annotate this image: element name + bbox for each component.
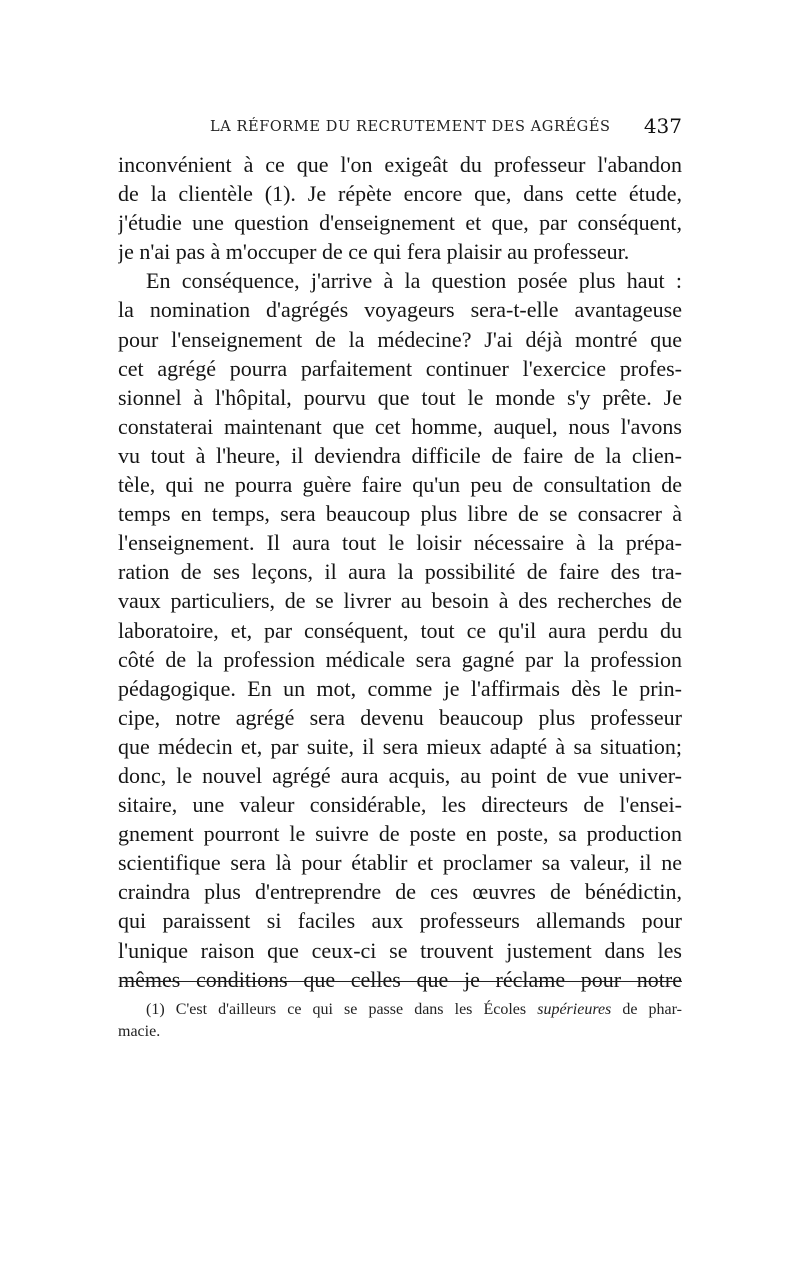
text-line: l'enseignement. Il aura tout le loisir nécessaire à la prépa- [118, 530, 682, 556]
footnote-line [118, 999, 682, 1021]
footnote-text: de phar- [611, 1001, 682, 1018]
text-line: vu tout à l'heure, il deviendra difficile de faire de la clien- [118, 442, 682, 468]
footnote-text: (1) C'est d'ailleurs ce qui se passe dans les Écoles [146, 1001, 538, 1018]
text-line: temps en temps, sera beaucoup plus libre de se consacrer à [118, 501, 682, 527]
text-line: laboratoire, et, par conséquent, tout ce qu'il aura perdu du [118, 617, 682, 643]
text-line: je n'ai pas à m'occuper de ce qui fera plaisir au professeur. [118, 239, 630, 265]
text-line: pédagogique. En un mot, comme je l'affirmais dès le prin- [118, 675, 682, 701]
text-line: cipe, notre agrégé sera devenu beaucoup plus professeur [118, 704, 682, 730]
running-head [118, 114, 682, 141]
text-line: En conséquence, j'arrive à la question posée plus haut : [146, 268, 682, 294]
text-line: inconvénient à ce que l'on exigeât du professeur l'abandon [118, 152, 682, 177]
text-line: la nomination d'agrégés voyageurs sera-t-elle avantageuse [118, 297, 682, 323]
body-text [118, 150, 682, 994]
text-line: gnement pourront le suivre de poste en poste, sa production [118, 821, 682, 847]
footnote [118, 999, 682, 1043]
text-line: sionnel à l'hôpital, pourvu que tout le monde s'y prête. Je [118, 384, 682, 410]
text-line: l'unique raison que ceux-ci se trouvent justement dans les [118, 937, 682, 963]
text-line: tèle, qui ne pourra guère faire qu'un peu de consultation de [118, 472, 682, 498]
text-line: ration de ses leçons, il aura la possibilité de faire des tra- [118, 559, 682, 585]
text-line: mêmes conditions que celles que je réclame pour notre [118, 966, 682, 992]
text-line: donc, le nouvel agrégé aura acquis, au point de vue univer- [118, 762, 682, 788]
text-line: pour l'enseignement de la médecine? J'ai déjà montré que [118, 326, 682, 352]
text-line: vaux particuliers, de se livrer au besoin à des recherches de [118, 588, 682, 614]
running-title: LA RÉFORME DU RECRUTEMENT DES AGRÉGÉS [210, 119, 611, 135]
footnote-line: macie. [118, 1023, 161, 1040]
text-line: constaterai maintenant que cet homme, auquel, nous l'avons [118, 413, 682, 439]
text-line: sitaire, une valeur considérable, les directeurs de l'ensei- [118, 792, 682, 818]
text-line: de la clientèle (1). Je répète encore que, dans cette étude, [118, 181, 682, 207]
text-line: craindra plus d'entreprendre de ces œuvres de bénédictin, [118, 879, 682, 905]
text-line: cet agrégé pourra parfaitement continuer l'exercice profes- [118, 355, 682, 381]
text-line: j'étudie une question d'enseignement et que, par conséquent, [118, 210, 682, 236]
text-line: côté de la profession médicale sera gagné par la profession [118, 646, 682, 672]
text-line: qui paraissent si faciles aux professeurs allemands pour [118, 908, 682, 934]
text-line: que médecin et, par suite, il sera mieux adapté à sa situation; [118, 733, 682, 759]
text-line: scientifique sera là pour établir et proclamer sa valeur, il ne [118, 850, 682, 876]
footnote-rule [120, 981, 682, 982]
footnote-emphasis: supérieures [537, 1001, 612, 1018]
page-number: 437 [643, 114, 682, 138]
